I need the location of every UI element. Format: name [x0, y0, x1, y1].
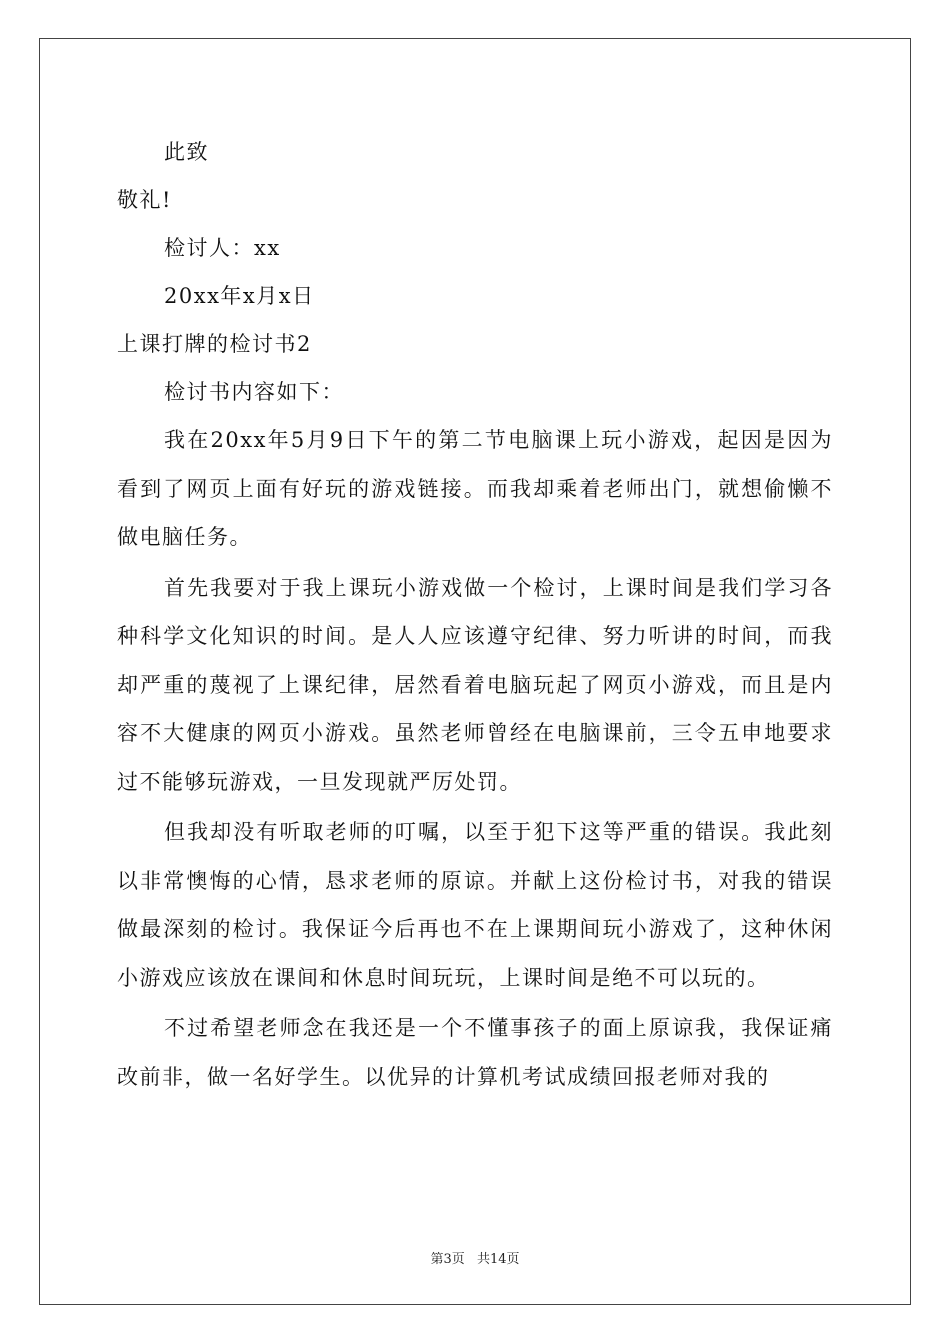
letter-date: 20xx年x月x日 [164, 284, 315, 308]
letter-salute: 敬礼! [117, 188, 172, 212]
page-total: 共14页 [476, 1252, 520, 1267]
letter-closing: 此致 [164, 140, 209, 164]
section-title: 上课打牌的检讨书2 [117, 332, 312, 356]
section-intro: 检讨书内容如下： [164, 380, 344, 404]
paragraph: 但我却没有听取老师的叮嘱，以至于犯下这等严重的错误。我此刻以非常懊悔的心情，恳求老师的原谅。并献上这份检讨书，对我的错误做最深刻的检讨。我保证今后再也不在上课期间玩小游戏了，这种休闲小游戏应该放在课间和休息时间玩玩，上课时间是绝不可以玩的。 [117, 820, 833, 990]
page-number: 第3页 [430, 1252, 465, 1267]
document-body [117, 128, 833, 1103]
letter-signer: 检讨人：xx [164, 236, 281, 260]
paragraph: 我在20xx年5月9日下午的第二节电脑课上玩小游戏，起因是因为看到了网页上面有好玩的游戏链接。而我却乘着老师出门，就想偷懒不做电脑任务。 [117, 428, 833, 549]
paragraph: 不过希望老师念在我还是一个不懂事孩子的面上原谅我，我保证痛改前非，做一名好学生。以优异的计算机考试成绩回报老师对我的 [117, 1016, 833, 1089]
paragraph: 首先我要对于我上课玩小游戏做一个检讨，上课时间是我们学习各种科学文化知识的时间。是人人应该遵守纪律、努力听讲的时间，而我却严重的蔑视了上课纪律，居然看着电脑玩起了网页小游戏，而且是内容不大健康的网页小游戏。虽然老师曾经在电脑课前，三令五申地要求过不能够玩游戏，一旦发现就严厉处罚。 [117, 575, 833, 794]
page-footer [0, 1248, 950, 1267]
